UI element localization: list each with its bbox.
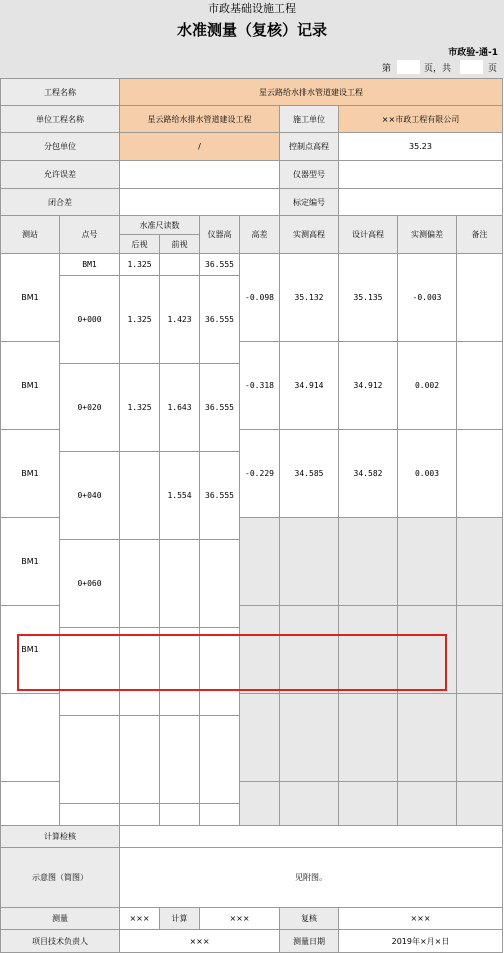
backsight-cell[interactable] — [120, 716, 160, 804]
table-row — [1, 254, 503, 276]
tech-lead-label: 项目技术负责人 — [1, 930, 120, 953]
info-row-closure — [1, 189, 503, 216]
station-cell[interactable]: BM1 — [1, 430, 60, 518]
col-station: 测站 — [1, 216, 60, 254]
design-elev-cell[interactable] — [339, 606, 398, 694]
station-cell[interactable] — [1, 694, 60, 782]
point-cell[interactable]: BM1 — [60, 254, 120, 276]
height-diff-cell[interactable]: -0.098 — [240, 254, 280, 342]
backsight-cell[interactable] — [120, 540, 160, 628]
survey-date-value[interactable]: 2019年×月×日 — [339, 930, 503, 953]
measured-elev-cell[interactable]: 34.914 — [280, 342, 339, 430]
deviation-cell[interactable] — [398, 606, 457, 694]
column-header-row — [1, 216, 503, 235]
calib-label: 标定编号 — [280, 189, 339, 216]
form-code: 市政验-通-1 — [448, 48, 498, 58]
surveyor-label: 测量 — [1, 908, 120, 930]
form-title: 水准测量（复核）记录 — [0, 17, 504, 44]
height-diff-cell[interactable]: -0.229 — [240, 430, 280, 518]
foresight-cell[interactable]: 1.554 — [160, 452, 200, 540]
point-cell[interactable]: 0+000 — [60, 276, 120, 364]
project-name-label: 工程名称 — [1, 79, 120, 106]
calc-check-label: 计算检核 — [1, 826, 120, 848]
form-code-bar — [0, 44, 504, 58]
point-cell[interactable]: 0+040 — [60, 452, 120, 540]
info-row-sub — [1, 133, 503, 161]
calib-value[interactable] — [339, 189, 503, 216]
instrument-height-cell[interactable]: 36.555 — [200, 452, 240, 540]
calculator-label: 计算 — [160, 908, 200, 930]
foresight-cell[interactable] — [160, 628, 200, 716]
col-foresight: 前视 — [160, 235, 200, 254]
station-cell[interactable]: BM1 — [1, 342, 60, 430]
remarks-cell[interactable] — [457, 694, 503, 782]
calc-check-row — [1, 826, 503, 848]
tech-lead-value[interactable]: ××× — [120, 930, 280, 953]
station-cell[interactable] — [1, 782, 60, 826]
col-remarks: 备注 — [457, 216, 503, 254]
backsight-cell[interactable]: 1.325 — [120, 364, 160, 452]
subcontract-value[interactable]: / — [120, 133, 280, 161]
control-elev-label: 控制点高程 — [280, 133, 339, 161]
info-row-unit — [1, 106, 503, 133]
height-diff-cell[interactable] — [240, 518, 280, 606]
backsight-cell[interactable]: 1.325 — [120, 254, 160, 276]
unit-project-value[interactable]: 星云路给水排水管道建设工程 — [120, 106, 280, 133]
design-elev-cell[interactable]: 34.912 — [339, 342, 398, 430]
sketch-row — [1, 848, 503, 908]
point-cell[interactable]: 0+060 — [60, 540, 120, 628]
calculator-value[interactable]: ××× — [200, 908, 280, 930]
deviation-cell[interactable] — [398, 518, 457, 606]
calc-check-value[interactable] — [120, 826, 503, 848]
remarks-cell[interactable] — [457, 342, 503, 430]
design-elev-cell[interactable] — [339, 782, 398, 826]
measured-elev-cell[interactable]: 34.585 — [280, 430, 339, 518]
foresight-cell[interactable] — [160, 804, 200, 826]
instrument-height-cell[interactable]: 36.555 — [200, 364, 240, 452]
subcontract-label: 分包单位 — [1, 133, 120, 161]
closure-value[interactable] — [120, 189, 280, 216]
closure-label: 闭合差 — [1, 189, 120, 216]
height-diff-cell[interactable]: -0.318 — [240, 342, 280, 430]
col-point: 点号 — [60, 216, 120, 254]
height-diff-cell[interactable] — [240, 694, 280, 782]
lead-row — [1, 930, 503, 953]
col-design-elev: 设计高程 — [339, 216, 398, 254]
reviewer-value[interactable]: ××× — [339, 908, 503, 930]
instrument-height-cell[interactable] — [200, 540, 240, 628]
deviation-cell[interactable]: -0.003 — [398, 254, 457, 342]
station-cell[interactable]: BM1 — [1, 606, 60, 694]
info-row-project — [1, 79, 503, 106]
design-elev-cell[interactable] — [339, 694, 398, 782]
survey-record-table — [0, 78, 503, 953]
foresight-cell[interactable] — [160, 716, 200, 804]
backsight-cell[interactable] — [120, 452, 160, 540]
col-measured-elev: 实测高程 — [280, 216, 339, 254]
height-diff-cell[interactable] — [240, 782, 280, 826]
page-number-bar — [0, 58, 504, 76]
survey-date-label: 测量日期 — [280, 930, 339, 953]
remarks-cell[interactable] — [457, 254, 503, 342]
foresight-cell[interactable] — [160, 254, 200, 276]
remarks-cell[interactable] — [457, 606, 503, 694]
height-diff-cell[interactable] — [240, 606, 280, 694]
surveyor-value[interactable]: ××× — [120, 908, 160, 930]
station-cell[interactable]: BM1 — [1, 254, 60, 342]
point-cell[interactable] — [60, 804, 120, 826]
col-backsight: 后视 — [120, 235, 160, 254]
col-height-diff: 高差 — [240, 216, 280, 254]
measured-elev-cell[interactable] — [280, 518, 339, 606]
info-row-tol — [1, 161, 503, 189]
tolerance-label: 允许误差 — [1, 161, 120, 189]
page-suffix: 页 — [488, 64, 498, 74]
sketch-label: 示意图（简图） — [1, 848, 120, 908]
point-cell[interactable] — [60, 716, 120, 804]
design-elev-cell[interactable]: 35.135 — [339, 254, 398, 342]
design-elev-cell[interactable]: 34.582 — [339, 430, 398, 518]
foresight-cell[interactable]: 1.643 — [160, 364, 200, 452]
foresight-cell[interactable]: 1.423 — [160, 276, 200, 364]
signature-row — [1, 908, 503, 930]
sketch-value[interactable]: 见附图。 — [120, 848, 503, 908]
page-number-input[interactable] — [397, 60, 420, 74]
instrument-height-cell[interactable] — [200, 716, 240, 804]
point-cell[interactable]: 0+020 — [60, 364, 120, 452]
page-mid: 页，共 — [424, 64, 452, 74]
reviewer-label: 复核 — [280, 908, 339, 930]
page-total-input[interactable] — [460, 60, 483, 74]
instrument-height-cell[interactable] — [200, 628, 240, 716]
col-rod-reading: 水准尺读数 — [120, 216, 200, 235]
deviation-cell[interactable] — [398, 782, 457, 826]
measured-elev-cell[interactable] — [280, 782, 339, 826]
deviation-cell[interactable]: 0.002 — [398, 342, 457, 430]
backsight-cell[interactable] — [120, 804, 160, 826]
design-elev-cell[interactable] — [339, 518, 398, 606]
col-instrument-height: 仪器高 — [200, 216, 240, 254]
construction-unit-value[interactable]: ××市政工程有限公司 — [339, 106, 503, 133]
measured-elev-cell[interactable]: 35.132 — [280, 254, 339, 342]
station-cell[interactable]: BM1 — [1, 518, 60, 606]
point-cell[interactable] — [60, 628, 120, 716]
instrument-height-cell[interactable]: 36.555 — [200, 276, 240, 364]
tolerance-value[interactable] — [120, 161, 280, 189]
project-name-value[interactable]: 星云路给水排水管道建设工程 — [120, 79, 503, 106]
instrument-height-cell[interactable] — [200, 804, 240, 826]
page-prefix: 第 — [382, 64, 392, 74]
foresight-cell[interactable] — [160, 540, 200, 628]
measured-elev-cell[interactable] — [280, 606, 339, 694]
form-category: 市政基础设施工程 — [0, 0, 504, 17]
instrument-value[interactable] — [339, 161, 503, 189]
instrument-height-cell[interactable]: 36.555 — [200, 254, 240, 276]
remarks-cell[interactable] — [457, 518, 503, 606]
backsight-cell[interactable]: 1.325 — [120, 276, 160, 364]
remarks-cell[interactable] — [457, 430, 503, 518]
construction-unit-label: 施工单位 — [280, 106, 339, 133]
backsight-cell[interactable] — [120, 628, 160, 716]
measured-elev-cell[interactable] — [280, 694, 339, 782]
remarks-cell[interactable] — [457, 782, 503, 826]
col-deviation: 实测偏差 — [398, 216, 457, 254]
control-elev-value[interactable]: 35.23 — [339, 133, 503, 161]
instrument-label: 仪器型号 — [280, 161, 339, 189]
deviation-cell[interactable]: 0.003 — [398, 430, 457, 518]
deviation-cell[interactable] — [398, 694, 457, 782]
unit-project-label: 单位工程名称 — [1, 106, 120, 133]
